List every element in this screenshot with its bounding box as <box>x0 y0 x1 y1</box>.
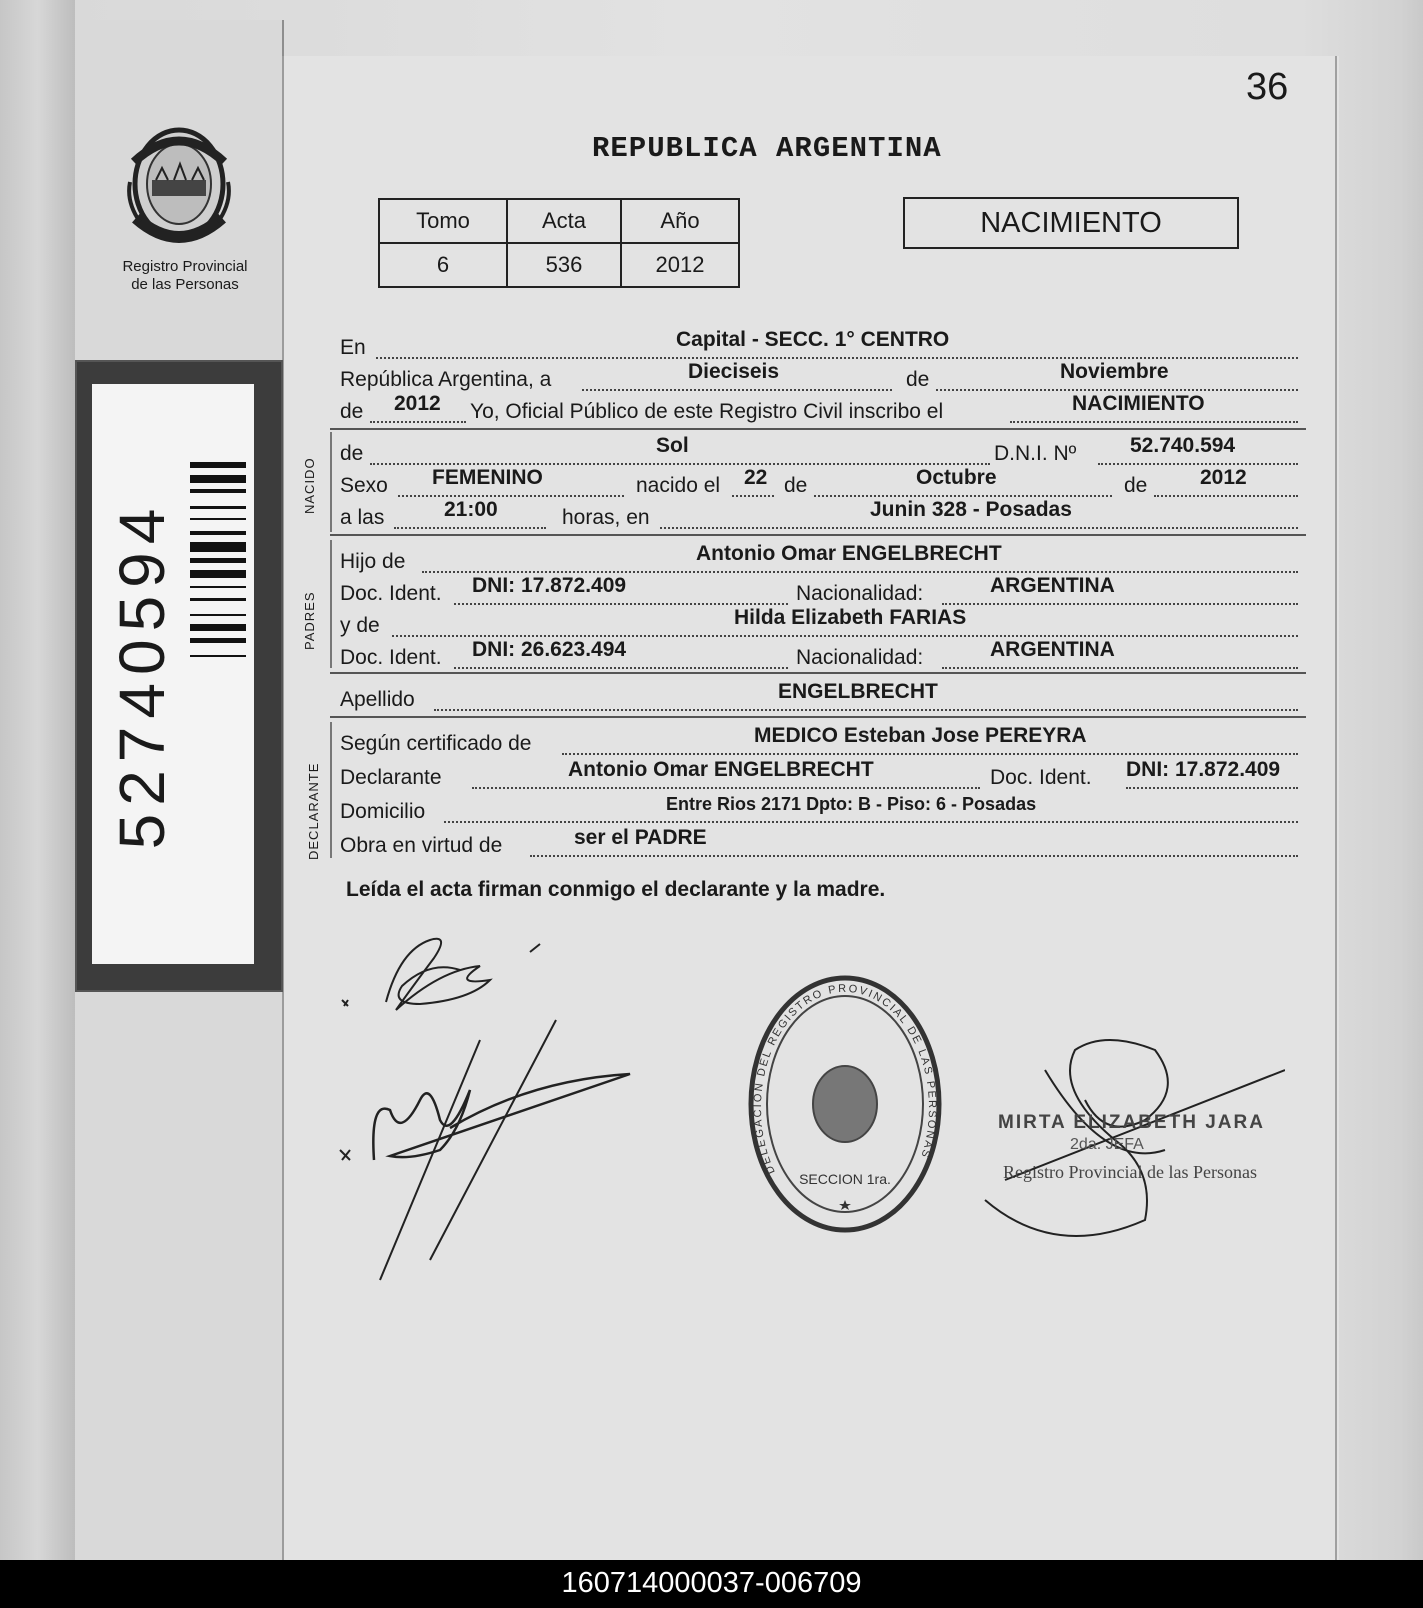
dotted-line <box>530 855 1298 857</box>
dotted-line <box>660 527 1298 529</box>
barcode-bar <box>190 570 246 578</box>
side-label-nacido: NACIDO <box>302 457 317 514</box>
field-label: Doc. Ident. <box>340 582 442 605</box>
table-header: Año <box>621 199 739 243</box>
barcode-bar <box>190 475 246 483</box>
certificate-row <box>340 726 1300 758</box>
place-value: Capital - SECC. 1° CENTRO <box>676 328 950 351</box>
dotted-line <box>422 571 1298 573</box>
barcode-bar <box>190 655 246 657</box>
barcode-bar <box>190 518 246 520</box>
place-row <box>340 330 1300 362</box>
barcode-bar <box>190 506 246 509</box>
barcode-bar <box>190 614 246 616</box>
field-label: Según certificado de <box>340 732 532 755</box>
dotted-line <box>394 527 546 529</box>
field-label: Obra en virtud de <box>340 834 503 857</box>
barcode-bar <box>190 542 246 552</box>
field-label: Apellido <box>340 688 415 711</box>
reason-row <box>340 828 1300 860</box>
section-bracket <box>330 432 332 532</box>
page-number: 36 <box>1246 66 1289 108</box>
record-type-box: NACIMIENTO <box>903 197 1239 249</box>
dotted-line <box>376 357 1298 359</box>
field-label: a las <box>340 506 385 529</box>
declarant-row <box>340 760 1300 792</box>
table-header: Tomo <box>379 199 507 243</box>
sex-value: FEMENINO <box>432 466 543 489</box>
born-date-row <box>340 468 1300 500</box>
field-label: D.N.I. Nº <box>994 442 1077 465</box>
father-nationality-value: ARGENTINA <box>990 574 1115 597</box>
section-divider <box>330 534 1306 536</box>
field-label: Doc. Ident. <box>340 646 442 669</box>
field-label: Hijo de <box>340 550 406 573</box>
barcode-number: 52740594 <box>106 500 178 850</box>
table-cell: 6 <box>379 243 507 287</box>
month-value: Noviembre <box>1060 360 1169 383</box>
field-label: de <box>784 474 808 497</box>
father-name-value: Antonio Omar ENGELBRECHT <box>696 542 1002 565</box>
register-table <box>378 198 740 288</box>
field-label: horas, en <box>562 506 650 529</box>
barcode-bar <box>190 489 246 493</box>
born-place-value: Junin 328 - Posadas <box>870 498 1072 521</box>
barcode-bar <box>190 624 246 631</box>
dotted-line <box>1154 495 1298 497</box>
dotted-line <box>1126 787 1298 789</box>
field-label: Doc. Ident. <box>990 766 1092 789</box>
domicile-row <box>340 794 1300 826</box>
field-label: Sexo <box>340 474 388 497</box>
sheet-edge <box>1335 56 1337 1560</box>
field-label: Domicilio <box>340 800 426 823</box>
dotted-line <box>444 821 1298 823</box>
surname-value: ENGELBRECHT <box>778 680 938 703</box>
certificate-value: MEDICO Esteban Jose PEREYRA <box>754 724 1087 747</box>
mother-doc-row <box>340 640 1300 672</box>
inscription-row <box>340 394 1300 426</box>
born-name-value: Sol <box>656 434 689 457</box>
barcode-bar <box>190 586 246 588</box>
barcode-bar <box>190 598 246 601</box>
field-label: Yo, Oficial Público de este Registro Civil inscribo el <box>470 400 944 423</box>
field-label: Declarante <box>340 766 442 789</box>
dotted-line <box>814 495 1112 497</box>
registry-name <box>110 258 260 294</box>
dotted-line <box>936 389 1298 391</box>
reason-value: ser el PADRE <box>574 826 707 849</box>
dotted-line <box>1098 463 1298 465</box>
official-name: MIRTA ELIZABETH JARA <box>998 1112 1265 1133</box>
dotted-line <box>434 709 1298 711</box>
table-header: Acta <box>507 199 621 243</box>
section-divider <box>330 428 1306 430</box>
field-label: de <box>1124 474 1148 497</box>
seal-ring-text: DELEGACION DEL REGISTRO PROVINCIAL DE LAS PERSONAS <box>751 982 939 1176</box>
dotted-line <box>398 495 624 497</box>
date-row <box>340 362 1300 394</box>
dotted-line <box>454 603 788 605</box>
field-label: Nacionalidad: <box>796 646 924 669</box>
born-day-value: 22 <box>744 466 768 489</box>
barcode-bars <box>190 462 246 882</box>
side-label-declarante: DECLARANTE <box>306 762 321 860</box>
dotted-line <box>732 495 774 497</box>
official-office: Registro Provincial de las Personas <box>1003 1162 1257 1182</box>
official-role: 2da. JEFA <box>1070 1136 1144 1153</box>
father-doc-row <box>340 576 1300 608</box>
dotted-line <box>1010 421 1298 423</box>
official-seal-icon <box>745 972 945 1236</box>
registry-name-line2: de las Personas <box>131 276 239 293</box>
table-cell: 536 <box>507 243 621 287</box>
dotted-line <box>392 635 1298 637</box>
registry-name-line1: Registro Provincial <box>122 258 248 275</box>
born-place-row <box>340 500 1300 532</box>
act-value: NACIMIENTO <box>1072 392 1205 415</box>
year-value: 2012 <box>394 392 441 415</box>
field-label: Nacionalidad: <box>796 582 924 605</box>
field-label: nacido el <box>636 474 721 497</box>
field-label: En <box>340 336 366 359</box>
barcode-bar <box>190 638 246 643</box>
declarant-signature <box>330 1010 650 1310</box>
section-bracket <box>330 722 332 858</box>
field-label: de <box>340 442 364 465</box>
book-spine <box>0 0 75 1560</box>
section-bracket <box>330 540 332 668</box>
born-time-value: 21:00 <box>444 498 498 521</box>
provincial-crest-icon <box>122 122 237 257</box>
dotted-line <box>582 389 892 391</box>
born-dni-value: 52.740.594 <box>1130 434 1236 457</box>
seal-inner-text: SECCION 1ra. <box>799 1171 891 1187</box>
dotted-line <box>370 463 990 465</box>
side-label-padres: PADRES <box>302 591 317 650</box>
barcode-bar <box>190 531 246 535</box>
field-label: República Argentina, a <box>340 368 552 391</box>
declarant-value: Antonio Omar ENGELBRECHT <box>568 758 874 781</box>
dotted-line <box>562 753 1298 755</box>
born-name-row <box>340 436 1300 468</box>
barcode-bar <box>190 462 246 468</box>
day-value: Dieciseis <box>688 360 780 383</box>
section-divider <box>330 672 1306 674</box>
born-month-value: Octubre <box>916 466 997 489</box>
father-doc-value: DNI: 17.872.409 <box>472 574 627 597</box>
father-row <box>340 544 1300 576</box>
surname-row <box>340 682 1300 714</box>
dotted-line <box>454 667 788 669</box>
born-year-value: 2012 <box>1200 466 1247 489</box>
dotted-line <box>370 421 466 423</box>
barcode-bar <box>190 558 246 563</box>
section-divider <box>330 716 1306 718</box>
closing-statement: Leída el acta firman conmigo el declarante y la madre. <box>346 878 886 901</box>
mother-row <box>340 608 1300 640</box>
field-label: de <box>906 368 930 391</box>
mother-name-value: Hilda Elizabeth FARIAS <box>734 606 967 629</box>
declarant-doc-value: DNI: 17.872.409 <box>1126 758 1281 781</box>
domicile-value: Entre Rios 2171 Dpto: B - Piso: 6 - Posadas <box>666 794 1037 814</box>
table-cell: 2012 <box>621 243 739 287</box>
mother-doc-value: DNI: 26.623.494 <box>472 638 627 661</box>
field-label: y de <box>340 614 380 637</box>
footer-document-code: 160714000037-006709 <box>0 1560 1423 1608</box>
field-label: de <box>340 400 364 423</box>
mother-nationality-value: ARGENTINA <box>990 638 1115 661</box>
dotted-line <box>942 667 1298 669</box>
dotted-line <box>472 787 980 789</box>
dotted-line <box>942 603 1298 605</box>
country-heading: REPUBLICA ARGENTINA <box>592 132 942 165</box>
